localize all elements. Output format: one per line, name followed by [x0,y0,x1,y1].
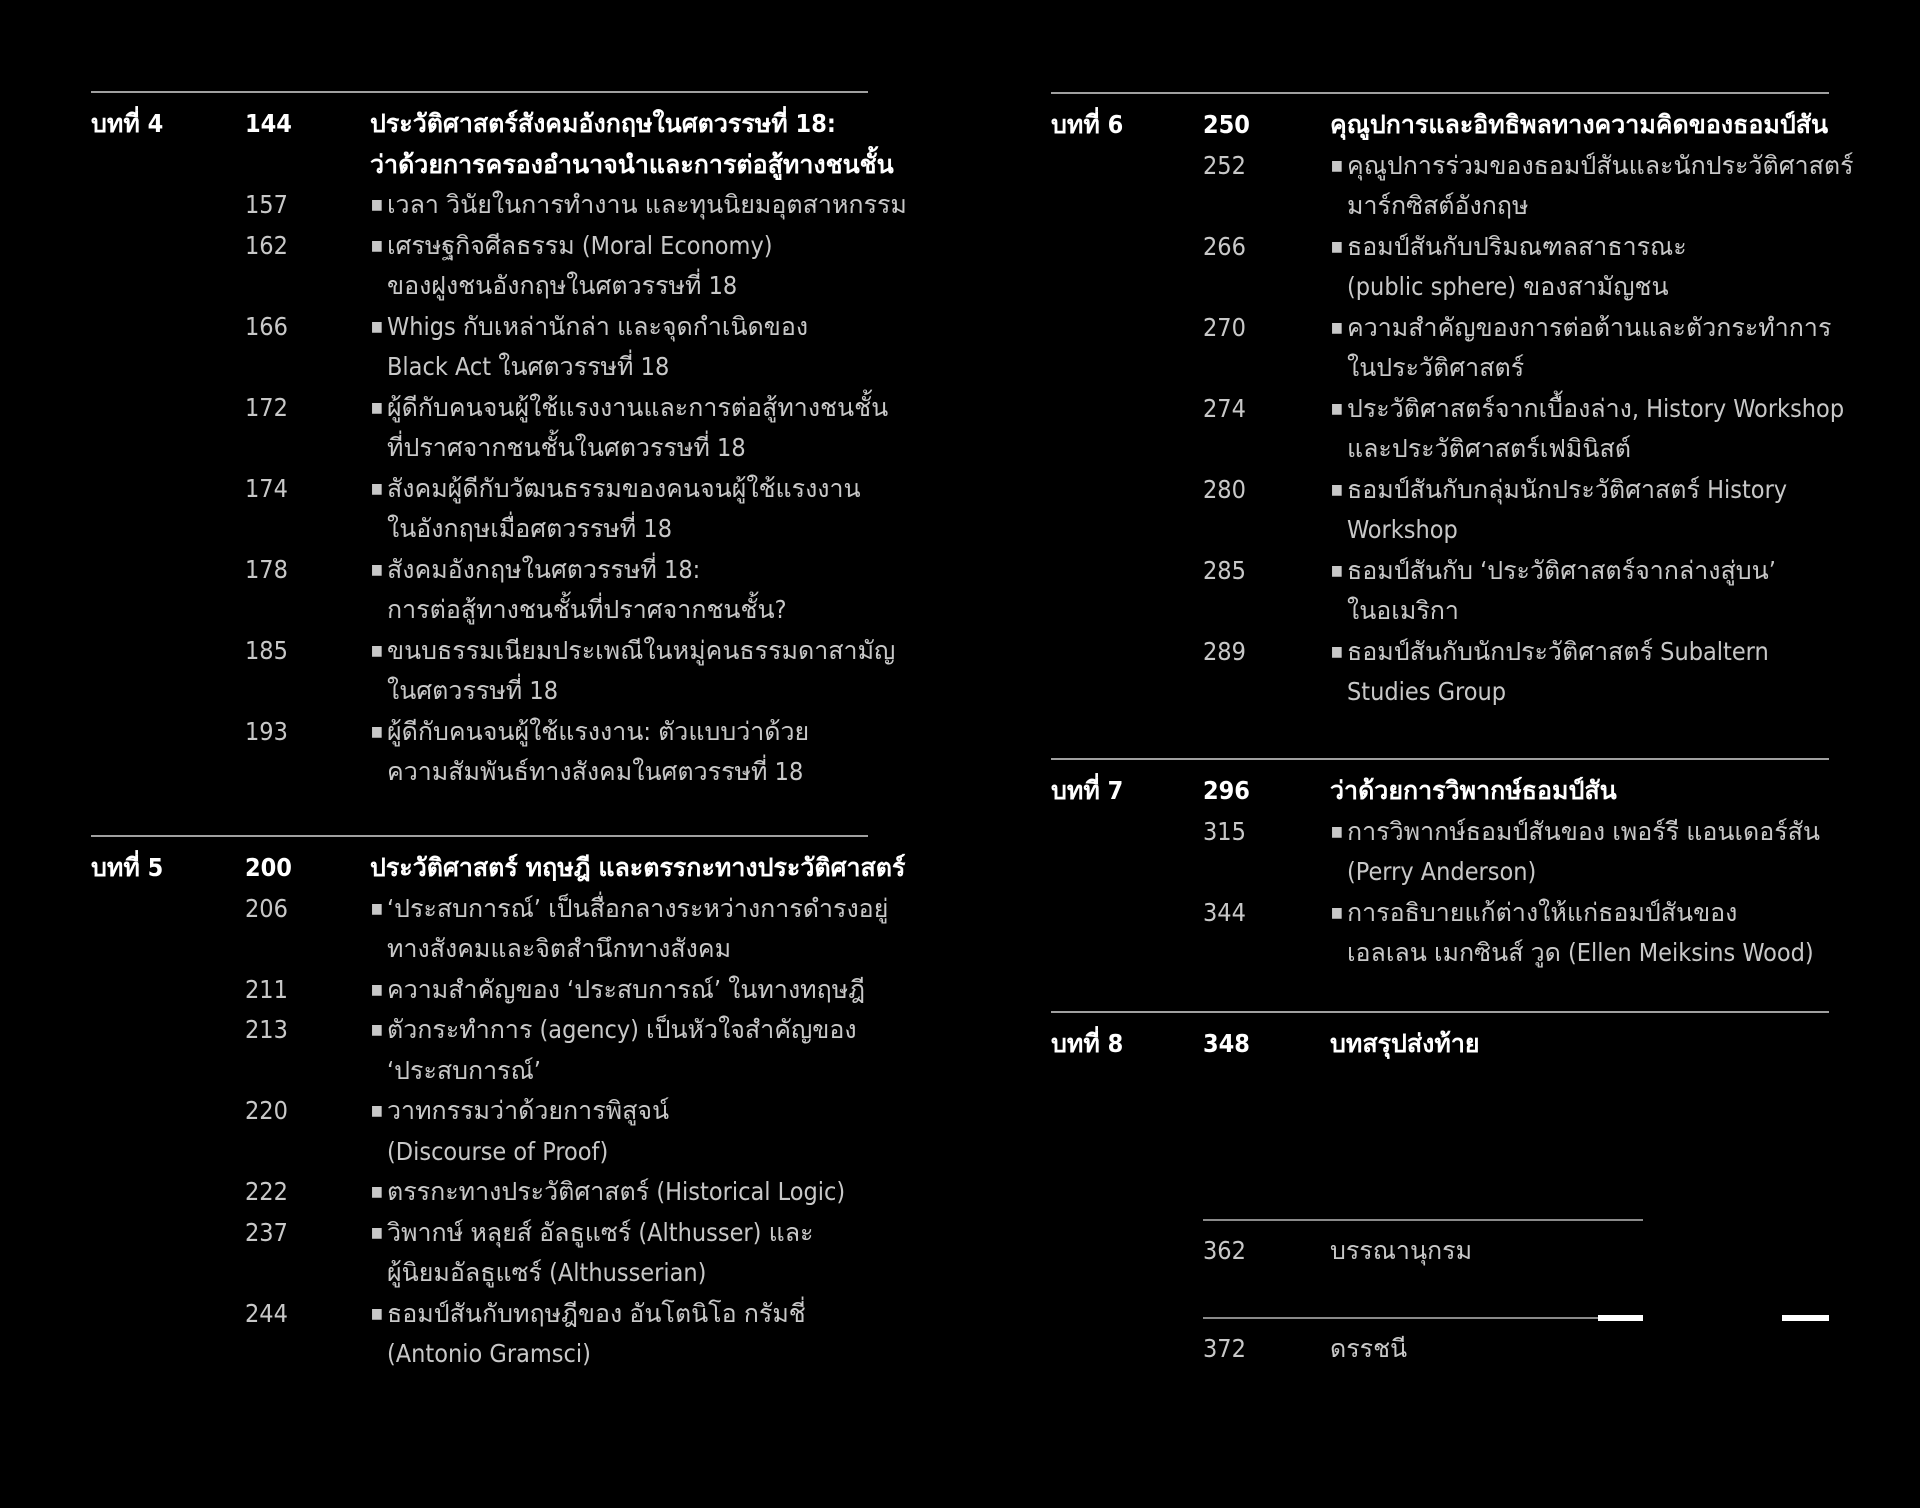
chapter-page-number: 250 [1203,110,1250,139]
entry-title-line [371,347,868,388]
entry-page-number: 344 [1203,897,1246,927]
bullet-icon: ■ [371,900,383,917]
bullet-icon: ■ [371,642,383,659]
entry-page-number: 211 [245,974,288,1004]
entry-page-number: 157 [245,190,288,219]
entry-title-line [371,970,868,1011]
toc-entry [91,1294,868,1375]
entry-text: ‘ประสบการณ์’ เป็นสื่อกลางระหว่างการดำรงอยู่ [387,893,889,923]
entry-text: (Perry Anderson) [1347,857,1537,886]
entry-page-number: 252 [1203,150,1246,180]
chapter-heading [1051,105,1829,146]
entry-text: สังคมผู้ดีกับวัฒนธรรมของคนจนผู้ใช้แรงงาน [387,473,861,503]
bullet-icon: ■ [1331,238,1343,255]
chapter-title [370,104,894,185]
entry-title-line [371,1132,868,1173]
bullet-icon: ■ [371,1184,383,1200]
chapter-page-number: 200 [245,853,292,882]
entry-title-line [371,1172,868,1213]
chapter-title-line: ว่าด้วยการวิพากษ์ธอมป์สัน [1330,776,1617,805]
entry-page-number: 274 [1203,393,1246,423]
bullet-icon: ■ [371,723,383,740]
chapter-label: บทที่ 7 [1051,776,1124,805]
entry-page-number: 362 [1203,1236,1246,1265]
entry-page-number: 285 [1203,555,1246,585]
entry-title [1331,812,1829,893]
toc-entry [1203,1329,1643,1370]
bullet-icon: ■ [1331,157,1343,174]
toc-entry [1051,227,1829,308]
toc-entry [91,550,868,631]
entry-title [1331,308,1832,389]
entry-title-line [1331,933,1829,974]
entry-text: สังคมอังกฤษในศตวรรษที่ 18: [387,554,701,584]
entry-page-number: 270 [1203,312,1246,342]
entry-title-line [1331,632,1829,673]
back-matter-entry [1203,1317,1643,1370]
entry-text: ในอังกฤษเมื่อศตวรรษที่ 18 [387,514,673,543]
entry-title-line [371,1294,868,1335]
entry-text: การอธิบายแก้ต่างให้แก่ธอมป์สันของ [1347,897,1738,927]
entry-text: ผู้ดีกับคนจนผู้ใช้แรงงาน: ตัวแบบว่าด้วย [387,716,810,746]
entry-title-line [1331,348,1829,389]
entry-text: ธอมป์สันกับ ‘ประวัติศาสตร์จากล่างสู่บน’ [1347,555,1776,585]
chapter-title-line: ว่าด้วยการครองอำนาจนำและการต่อสู้ทางชนชั้น [370,149,894,179]
entry-title [371,550,868,631]
entry-title-line [371,226,868,267]
bullet-icon: ■ [1331,319,1343,336]
entry-page-number: 266 [1203,231,1246,261]
entry-page-number: 166 [245,311,288,341]
chapter-page-number: 296 [1203,776,1250,805]
entry-title-line [1331,227,1829,268]
entry-title-line [371,1051,868,1092]
decorative-bar [1598,1315,1643,1321]
toc-entry [91,1172,868,1213]
entry-text: (public sphere) ของสามัญชน [1347,272,1669,301]
entry-title [1331,632,1829,713]
entry-title [1331,551,1829,632]
entry-title-line [1331,470,1829,511]
entry-text: วาทกรรมว่าด้วยการพิสูจน์ [387,1096,670,1125]
entry-title [371,388,889,469]
toc-entry [1051,632,1829,713]
entry-text: Workshop [1347,515,1458,544]
bullet-icon: ■ [1331,904,1343,921]
entry-page-number: 162 [245,230,288,260]
entry-title-line [371,550,868,591]
entry-text: การต่อสู้ทางชนชั้นที่ปราศจากชนชั้น? [387,595,787,624]
entry-title-line [371,590,868,631]
bullet-icon: ■ [1331,823,1343,840]
entry-text: ผู้นิยมอัลธูแซร์ (Althusserian) [387,1258,707,1287]
entry-page-number: 315 [1203,816,1246,846]
toc-entry [91,388,889,469]
entry-text: ‘ประสบการณ์’ [387,1055,541,1085]
toc-entry [91,889,889,970]
entry-page-number: 178 [245,554,288,584]
entry-title [371,185,907,226]
toc-entry [91,1213,868,1294]
toc-entry [1051,812,1829,893]
chapter-page-number: 348 [1203,1029,1250,1058]
entry-page-number: 220 [245,1096,288,1125]
toc-entry [1051,308,1832,389]
chapter-heading [91,104,894,185]
entry-text: ในศตวรรษที่ 18 [387,676,559,705]
entry-title-line [371,469,868,510]
entry-text: ธอมป์สันกับปริมณฑลสาธารณะ [1347,231,1687,261]
entry-text: ในอเมริกา [1347,596,1459,625]
entry-title: บรรณานุกรม [1330,1236,1473,1265]
toc-entry [1051,470,1829,551]
entry-text: ธอมป์สันกับกลุ่มนักประวัติศาสตร์ History [1347,474,1788,504]
bullet-icon: ■ [371,197,383,213]
toc-entry [1051,146,1854,227]
entry-title-line [1331,186,1829,227]
chapter-label: บทที่ 5 [91,853,164,882]
entry-title-line [1331,429,1829,470]
entry-page-number: 372 [1203,1334,1246,1363]
entry-title [371,1172,868,1213]
chapter-title-line: คุณูปการและอิทธิพลทางความคิดของธอมป์สัน [1330,110,1829,139]
chapter-section [91,91,907,793]
entry-title [371,712,868,793]
chapter-title-line: ประวัติศาสตร์สังคมอังกฤษในศตวรรษที่ 18: [370,109,836,138]
toc-entry [91,185,907,226]
entry-text: (Discourse of Proof) [387,1136,609,1166]
chapter-heading [1051,1024,1829,1065]
chapter-section [1051,1011,1829,1065]
entry-title [371,226,868,307]
entry-title [371,469,868,550]
entry-page-number: 213 [245,1015,288,1044]
entry-title-line [371,1334,868,1375]
bullet-icon: ■ [1331,643,1343,660]
entry-text: ความสำคัญของการต่อต้านและตัวกระทำการ [1347,312,1832,342]
entry-text: ธอมป์สันกับนักประวัติศาสตร์ Subaltern [1347,636,1769,666]
entry-text: เอลเลน เมกซินส์ วูด (Ellen Meiksins Wood) [1347,938,1814,967]
entry-text: ตรรกะทางประวัติศาสตร์ (Historical Logic) [387,1177,846,1206]
entry-title-line [1331,308,1832,349]
entry-text: Black Act ในศตวรรษที่ 18 [387,352,670,381]
bullet-icon: ■ [1331,481,1343,498]
entry-page-number: 185 [245,635,288,665]
entry-page-number: 244 [245,1298,288,1328]
entry-text: ที่ปราศจากชนชั้นในศตวรรษที่ 18 [387,433,746,462]
entry-title-line [371,631,896,672]
entry-title-line [371,1091,868,1132]
entry-text: ของฝูงชนอังกฤษในศตวรรษที่ 18 [387,271,738,300]
entry-title-line [371,388,889,429]
entry-title [1331,227,1829,308]
entry-title-line [371,307,868,348]
chapter-section [1051,92,1854,713]
entry-title: ดรรชนี [1330,1334,1408,1363]
entry-title-line [371,428,868,469]
entry-title [371,1010,868,1091]
toc-entry [1051,389,1845,470]
back-matter-entry [1203,1219,1643,1272]
entry-title-line [371,929,868,970]
entry-text: Studies Group [1347,677,1507,706]
chapter-title [1330,771,1829,812]
entry-page-number: 174 [245,473,288,503]
entry-title-line [1331,672,1829,713]
entry-title [371,1213,868,1294]
entry-text: และประวัติศาสตร์เฟมินิสต์ [1347,434,1631,463]
entry-title-line [1331,146,1854,187]
entry-title [371,631,896,712]
entry-title-line [371,185,907,226]
entry-title-line [371,889,889,930]
toc-entry [91,1010,868,1091]
chapter-heading [91,848,906,889]
chapter-label: บทที่ 4 [91,109,164,138]
entry-text: ในประวัติศาสตร์ [1347,353,1525,382]
entry-page-number: 289 [1203,636,1246,666]
entry-text: ความสัมพันธ์ทางสังคมในศตวรรษที่ 18 [387,757,804,786]
entry-title [371,889,889,970]
entry-page-number: 237 [245,1217,288,1247]
bullet-icon: ■ [1331,562,1343,579]
toc-entry [91,712,868,793]
entry-title-line [1331,852,1829,893]
bullet-icon: ■ [371,561,383,578]
chapter-section [91,835,906,1375]
decorative-bar [1782,1315,1829,1321]
entry-page-number: 193 [245,716,288,746]
bullet-icon: ■ [371,399,383,416]
toc-entry [91,307,868,388]
toc-entry [91,970,868,1011]
chapter-title [1330,1024,1829,1065]
entry-page-number: 172 [245,392,288,422]
entry-text: (Antonio Gramsci) [387,1339,591,1368]
entry-title-line [1331,893,1829,934]
entry-text: ความสำคัญของ ‘ประสบการณ์’ ในทางทฤษฎี [387,974,866,1004]
entry-page-number: 222 [245,1177,288,1206]
entry-title-line [1331,389,1845,430]
entry-title [371,1091,868,1172]
entry-title-line [1331,812,1829,853]
chapter-title [1330,105,1829,146]
chapter-label: บทที่ 8 [1051,1029,1124,1058]
entry-title-line [371,266,868,307]
bullet-icon: ■ [371,1305,383,1322]
bullet-icon: ■ [371,1224,383,1241]
entry-text: การวิพากษ์ธอมป์สันของ เพอร์รี แอนเดอร์สัน [1347,816,1821,846]
entry-title-line [371,1253,868,1294]
entry-text: เวลา วินัยในการทำงาน และทุนนิยมอุตสาหกรรม [387,190,907,219]
entry-title-line [371,1213,868,1254]
entry-title-line [371,509,868,550]
entry-text: ตัวกระทำการ (agency) เป็นหัวใจสำคัญของ [387,1015,857,1044]
entry-title-line [371,671,868,712]
toc-entry [91,1091,868,1172]
toc-entry [1051,551,1829,632]
entry-title-line [371,752,868,793]
entry-title [1331,146,1854,227]
entry-title-line [1331,551,1829,592]
entry-text: ทางสังคมและจิตสำนึกทางสังคม [387,934,732,963]
entry-title [1331,470,1829,551]
bullet-icon: ■ [371,480,383,497]
entry-title-line [1331,510,1829,551]
chapter-label: บทที่ 6 [1051,110,1124,139]
entry-title [371,307,868,388]
toc-entry [91,631,896,712]
entry-text: วิพากษ์ หลุยส์ อัลธูแซร์ (Althusser) และ [387,1217,814,1247]
entry-text: เศรษฐกิจศีลธรรม (Moral Economy) [387,230,773,260]
toc-entry [91,469,868,550]
entry-title [371,970,868,1011]
chapter-title [370,848,906,889]
entry-page-number: 280 [1203,474,1246,504]
entry-text: Whigs กับเหล่านักล่า และจุดกำเนิดของ [387,311,809,341]
toc-entry [91,226,868,307]
entry-text: มาร์กซิสต์อังกฤษ [1347,191,1529,220]
entry-text: ประวัติศาสตร์จากเบื้องล่าง, History Workshop [1347,393,1845,423]
entry-title [1331,893,1829,974]
bullet-icon: ■ [371,237,383,254]
bullet-icon: ■ [371,318,383,335]
toc-entry [1051,893,1829,974]
chapter-page-number: 144 [245,109,292,138]
bullet-icon: ■ [1331,400,1343,417]
entry-title-line [1331,267,1829,308]
bullet-icon: ■ [371,981,383,998]
toc-entry [1203,1231,1643,1272]
entry-text: ธอมป์สันกับทฤษฎีของ อันโตนิโอ กรัมชี่ [387,1298,806,1328]
chapter-title-line: บทสรุปส่งท้าย [1330,1029,1480,1058]
entry-title [371,1294,868,1375]
chapter-heading [1051,771,1829,812]
chapter-title-line: ประวัติศาสตร์ ทฤษฎี และตรรกะทางประวัติศาสตร์ [370,853,906,882]
chapter-section [1051,758,1829,974]
entry-title-line [371,712,868,753]
entry-title-line [371,1010,868,1051]
entry-text: ผู้ดีกับคนจนผู้ใช้แรงงานและการต่อสู้ทางชนชั้น [387,392,889,422]
entry-title [1331,389,1845,470]
bullet-icon: ■ [371,1103,383,1119]
entry-text: ขนบธรรมเนียมประเพณีในหมู่คนธรรมดาสามัญ [387,635,896,665]
bullet-icon: ■ [371,1022,383,1038]
entry-page-number: 206 [245,893,288,923]
entry-text: คุณูปการร่วมของธอมป์สันและนักประวัติศาสตร์ [1347,150,1854,180]
entry-title-line [1331,591,1829,632]
